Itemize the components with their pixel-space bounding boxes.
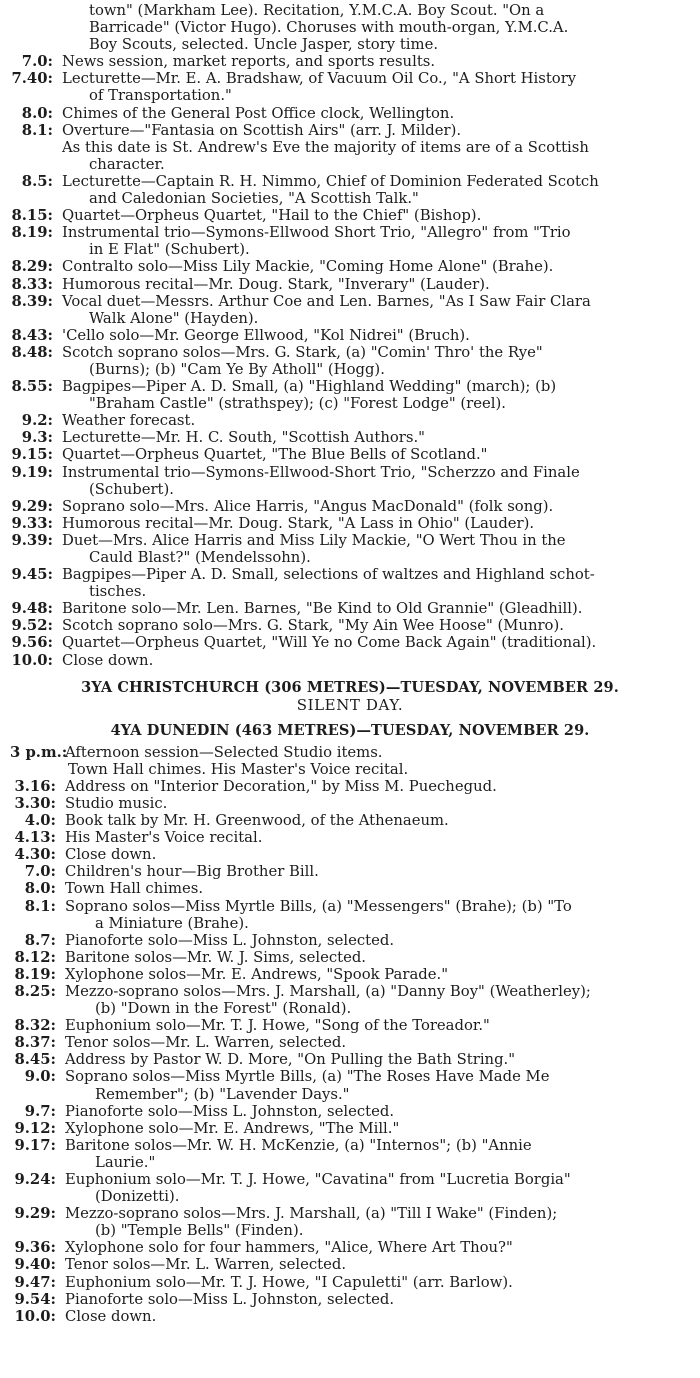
programme-line: Quartet—Orpheus Quartet, "Hail to the Chief" (Bishop).: [62, 207, 482, 225]
programme-item: [10, 1034, 690, 1051]
programme-line: News session, market reports, and sports results.: [62, 53, 436, 71]
programme-line: Afternoon session—Selected Studio items.: [65, 743, 383, 761]
programme-text: [62, 258, 690, 275]
programme-line: Bagpipes—Piper A. D. Small, (a) "Highland Wedding" (march); (b): [62, 378, 557, 396]
programme-line: Euphonium solo—Mr. T. J. Howe, "Cavatina" from "Lucretia Borgia": [65, 1171, 571, 1188]
programme-item: [10, 276, 690, 293]
programme-line: Euphonium solo—Mr. T. J. Howe, "Song of the Toreador.": [65, 1017, 490, 1035]
programme-item: [10, 846, 690, 863]
programme-time: 9.33:: [11, 514, 53, 532]
programme-time: 9.0:: [24, 1068, 56, 1086]
programme-text: [62, 515, 690, 532]
programme-line: Tenor solos—Mr. L. Warren, selected.: [65, 1256, 347, 1274]
programme-text: [65, 1120, 690, 1137]
programme-text: [65, 932, 690, 949]
programme-text: [65, 1291, 690, 1308]
programme-item: [10, 652, 690, 669]
programme-item: [10, 1274, 690, 1291]
programme-line: (Burns); (b) "Cam Ye By Atholl" (Hogg).: [89, 360, 385, 378]
programme-time: 8.0:: [24, 880, 56, 898]
programme-line: Cauld Blast?" (Mendelssohn).: [89, 549, 311, 566]
programme-item: [10, 1308, 690, 1325]
programme-time: 8.55:: [11, 378, 53, 396]
programme-text: [65, 880, 690, 897]
programme-item: [10, 327, 690, 344]
programme-line: Close down.: [65, 1307, 157, 1325]
programme-line: Boy Scouts, selected. Uncle Jasper, story time.: [89, 36, 439, 54]
programme-item: [10, 293, 690, 327]
programme-text: [65, 1239, 690, 1256]
programme-time: 4.13:: [14, 829, 56, 847]
programme-time: 4.0:: [24, 812, 56, 830]
wellington-programme: [10, 2, 690, 669]
programme-item: [10, 139, 690, 173]
programme-text: [62, 139, 690, 173]
programme-time: 7.0:: [21, 53, 53, 71]
programme-time: 9.54:: [14, 1290, 56, 1308]
programme-line: Vocal duet—Messrs. Arthur Coe and Len. Barnes, "As I Saw Fair Clara: [62, 292, 591, 310]
programme-line: Quartet—Orpheus Quartet, "Will Ye no Come Back Again" (traditional).: [62, 634, 597, 652]
programme-item: [10, 122, 690, 139]
programme-item: [10, 600, 690, 617]
programme-item: [10, 429, 690, 446]
programme-line: 'Cello solo—Mr. George Ellwood, "Kol Nidrei" (Bruch).: [62, 326, 470, 344]
programme-line: Humorous recital—Mr. Doug. Stark, "A Lass in Ohio" (Lauder).: [62, 514, 535, 532]
programme-item: [10, 898, 690, 932]
programme-line: Soprano solo—Mrs. Alice Harris, "Angus MacDonald" (folk song).: [62, 497, 554, 515]
programme-line: Scotch soprano solo—Mrs. G. Stark, "My Ain Wee Hoose" (Munro).: [62, 617, 564, 635]
programme-time: 9.15:: [11, 446, 53, 464]
programme-time: 9.56:: [11, 634, 53, 652]
programme-time: 10.0:: [14, 1307, 56, 1325]
programme-item: [10, 1291, 690, 1308]
programme-time: 3.30:: [14, 794, 56, 812]
programme-line: Address on "Interior Decoration," by Miss M. Puechegud.: [65, 777, 497, 795]
programme-text: [65, 983, 690, 1017]
programme-line: "Braham Castle" (strathspey); (c) "Forest Lodge" (reel).: [89, 395, 506, 413]
programme-time: 7.40:: [11, 70, 53, 88]
programme-text: [62, 378, 690, 412]
programme-item: [10, 778, 690, 795]
programme-text: [65, 1103, 690, 1120]
programme-text: [65, 812, 690, 829]
programme-item: [10, 173, 690, 207]
programme-line: Pianoforte solo—Miss L. Johnston, selected.: [65, 1102, 395, 1120]
programme-line: Children's hour—Big Brother Bill.: [65, 863, 319, 881]
programme-item: [10, 1171, 690, 1205]
programme-text: [65, 1068, 690, 1102]
programme-item: [10, 344, 690, 378]
programme-item: [10, 53, 690, 70]
programme-text: [62, 70, 690, 104]
programme-item: [10, 795, 690, 812]
programme-line: Weather forecast.: [62, 412, 196, 430]
programme-time: 10.0:: [11, 651, 53, 669]
programme-item: [10, 949, 690, 966]
programme-text: [62, 327, 690, 344]
programme-line: Book talk by Mr. H. Greenwood, of the Athenaeum.: [65, 812, 449, 830]
programme-time: 9.29:: [11, 497, 53, 515]
programme-text: [65, 1205, 690, 1239]
programme-text: [62, 344, 690, 378]
programme-line: Laurie.": [95, 1153, 156, 1171]
programme-text: [65, 1051, 690, 1068]
programme-time: 8.29:: [11, 258, 53, 276]
programme-line: Euphonium solo—Mr. T. J. Howe, "I Capuletti" (arr. Barlow).: [65, 1273, 513, 1291]
programme-text: [65, 949, 690, 966]
programme-time: 8.32:: [14, 1017, 56, 1035]
programme-text: [62, 566, 690, 600]
programme-item: [10, 464, 690, 498]
programme-line: (Schubert).: [89, 480, 174, 498]
programme-line: Pianoforte solo—Miss L. Johnston, selected.: [65, 1290, 395, 1308]
programme-time: 9.24:: [14, 1171, 56, 1188]
programme-time: 8.1:: [24, 897, 56, 915]
programme-line: (b) "Down in the Forest" (Ronald).: [95, 1000, 352, 1018]
programme-time: 9.2:: [21, 412, 53, 430]
programme-text: [62, 293, 690, 327]
programme-time: 9.7:: [24, 1102, 56, 1120]
programme-text: [62, 173, 690, 207]
programme-time: 8.39:: [11, 292, 53, 310]
programme-line: Baritone solos—Mr. W. H. McKenzie, (a) "Internos"; (b) "Annie: [65, 1136, 532, 1154]
programme-line: Quartet—Orpheus Quartet, "The Blue Bells of Scotland.": [62, 446, 488, 464]
programme-time: 9.48:: [11, 600, 53, 618]
programme-time: 8.7:: [24, 931, 56, 949]
programme-line: Xylophone solo for four hammers, "Alice, Where Art Thou?": [65, 1239, 513, 1257]
programme-text: [62, 122, 690, 139]
continued-text: [62, 2, 690, 53]
programme-item: [10, 378, 690, 412]
programme-item: [10, 966, 690, 983]
programme-line: Instrumental trio—Symons-Ellwood Short Trio, "Allegro" from "Trio: [62, 224, 571, 242]
programme-line: Soprano solos—Miss Myrtle Bills, (a) "Messengers" (Brahe); (b) "To: [65, 897, 572, 915]
programme-line: Pianoforte solo—Miss L. Johnston, selected.: [65, 931, 395, 949]
programme-line: Close down.: [65, 846, 157, 864]
programme-line: Contralto solo—Miss Lily Mackie, "Coming Home Alone" (Brahe).: [62, 258, 554, 276]
programme-item: [10, 1017, 690, 1034]
programme-item: [10, 1137, 690, 1171]
programme-item: [10, 224, 690, 258]
programme-item: [10, 207, 690, 224]
programme-item: [10, 412, 690, 429]
programme-line: Chimes of the General Post Office clock, Wellington.: [62, 104, 455, 122]
programme-line: and Caledonian Societies, "A Scottish Talk.": [89, 190, 419, 208]
programme-item: [10, 1120, 690, 1137]
programme-item: [10, 617, 690, 634]
programme-line: Lecturette—Captain R. H. Nimmo, Chief of Dominion Federated Scotch: [62, 172, 599, 190]
programme-line: Overture—"Fantasia on Scottish Airs" (arr. J. Milder).: [62, 121, 462, 139]
dunedin-heading: 4YA DUNEDIN (463 METRES)—TUESDAY, NOVEMBER 29.: [110, 721, 590, 739]
programme-line: Studio music.: [65, 794, 168, 812]
programme-text: [62, 105, 690, 122]
programme-text: [62, 446, 690, 463]
programme-text: [65, 1308, 690, 1325]
programme-text: [65, 966, 690, 983]
programme-text: [62, 498, 690, 515]
programme-item: [10, 1068, 690, 1102]
programme-line: in E Flat" (Schubert).: [89, 241, 250, 259]
programme-text: [65, 1137, 690, 1171]
programme-item: [10, 105, 690, 122]
programme-line: Town Hall chimes.: [65, 880, 204, 898]
programme-time: 8.19:: [14, 965, 56, 983]
programme-text: [62, 652, 690, 669]
programme-line: Mezzo-soprano solos—Mrs. J. Marshall, (a) "Till I Wake" (Finden);: [65, 1205, 558, 1223]
programme-line: a Miniature (Brahe).: [95, 914, 249, 932]
programme-item: [10, 744, 690, 761]
programme-time: 9.40:: [14, 1256, 56, 1274]
programme-time: 9.19:: [11, 463, 53, 481]
programme-time: 8.43:: [11, 326, 53, 344]
programme-time: 9.3:: [21, 429, 53, 447]
continued-item: [10, 2, 690, 53]
programme-line: of Transportation.": [89, 87, 232, 105]
programme-line: (Donizetti).: [95, 1188, 180, 1206]
programme-time: 9.36:: [14, 1239, 56, 1257]
programme-text: [62, 634, 690, 651]
christchurch-heading: 3YA CHRISTCHURCH (306 METRES)—TUESDAY, NOVEMBER 29.: [81, 678, 619, 696]
programme-line: Lecturette—Mr. E. A. Bradshaw, of Vacuum Oil Co., "A Short History: [62, 70, 577, 88]
programme-item: [10, 932, 690, 949]
programme-time: 9.12:: [14, 1119, 56, 1137]
programme-time: 9.47:: [14, 1273, 56, 1291]
programme-text: [65, 778, 690, 795]
programme-text: [62, 429, 690, 446]
programme-time: 4.30:: [14, 846, 56, 864]
programme-time: 8.48:: [11, 343, 53, 361]
programme-line: Bagpipes—Piper A. D. Small, selections of waltzes and Highland schot-: [62, 566, 595, 584]
programme-text: [65, 829, 690, 846]
programme-item: [10, 532, 690, 566]
programme-line: Soprano solos—Miss Myrtle Bills, (a) "The Roses Have Made Me: [65, 1068, 550, 1086]
programme-time: 8.1:: [21, 121, 53, 139]
programme-item: [10, 1239, 690, 1256]
programme-note: Town Hall chimes. His Master's Voice recital.: [68, 760, 409, 778]
programme-item: [10, 515, 690, 532]
programme-text: [65, 795, 690, 812]
dunedin-heading-wrap: [10, 722, 690, 740]
programme-line: Baritone solo—Mr. Len. Barnes, "Be Kind to Old Grannie" (Gleadhill).: [62, 600, 583, 618]
programme-text: [62, 412, 690, 429]
programme-item: [10, 1256, 690, 1273]
programme-line: Humorous recital—Mr. Doug. Stark, "Inverary" (Lauder).: [62, 275, 490, 293]
programme-item: [10, 863, 690, 880]
silent-day-note: SILENT DAY.: [296, 695, 404, 714]
programme-line: Baritone solos—Mr. W. J. Sims, selected.: [65, 948, 367, 966]
programme-time: 8.45:: [14, 1051, 56, 1069]
programme-line: tisches.: [89, 583, 147, 601]
programme-time: 8.19:: [11, 224, 53, 242]
programme-time: 9.39:: [11, 531, 53, 549]
programme-time: 9.45:: [11, 566, 53, 584]
christchurch-section: [10, 679, 690, 714]
programme-text: [65, 1034, 690, 1051]
programme-time: 9.17:: [14, 1136, 56, 1154]
programme-line: Tenor solos—Mr. L. Warren, selected.: [65, 1034, 347, 1052]
programme-text: [62, 207, 690, 224]
programme-item: [10, 880, 690, 897]
programme-line: town" (Markham Lee). Recitation, Y.M.C.A. Boy Scout. "On a: [89, 2, 545, 19]
programme-item: [10, 498, 690, 515]
programme-time: 7.0:: [24, 863, 56, 881]
programme-item: [10, 258, 690, 275]
programme-text: [62, 617, 690, 634]
programme-line: Xylophone solo—Mr. E. Andrews, "The Mill.": [65, 1119, 400, 1137]
programme-item: [10, 634, 690, 651]
programme-text: [62, 276, 690, 293]
programme-time: 8.15:: [11, 207, 53, 225]
programme-time: 8.0:: [21, 104, 53, 122]
programme-time: 8.37:: [14, 1034, 56, 1052]
programme-line: Scotch soprano solos—Mrs. G. Stark, (a) "Comin' Thro' the Rye": [62, 343, 543, 361]
programme-text: [65, 744, 690, 761]
programme-line: Mezzo-soprano solos—Mrs. J. Marshall, (a) "Danny Boy" (Weatherley);: [65, 982, 591, 1000]
programme-item: [10, 1205, 690, 1239]
programme-line: Close down.: [62, 651, 154, 669]
programme-item: [10, 70, 690, 104]
programme-line: Lecturette—Mr. H. C. South, "Scottish Authors.": [62, 429, 425, 447]
programme-item: [10, 983, 690, 1017]
programme-line: His Master's Voice recital.: [65, 829, 263, 847]
programme-time: 8.33:: [11, 275, 53, 293]
programme-item: [10, 812, 690, 829]
programme-text: [65, 1256, 690, 1273]
programme-item: [10, 566, 690, 600]
programme-text: [65, 898, 690, 932]
programme-line: Remember"; (b) "Lavender Days.": [95, 1085, 350, 1103]
programme-time: 3 p.m.:: [10, 743, 68, 761]
programme-text: [65, 1274, 690, 1291]
programme-line: Walk Alone" (Hayden).: [89, 309, 259, 327]
programme-time: 3.16:: [14, 777, 56, 795]
programme-line: Instrumental trio—Symons-Ellwood-Short Trio, "Scherzzo and Finale: [62, 463, 580, 481]
programme-text: [62, 600, 690, 617]
programme-text: [65, 1171, 690, 1205]
programme-line: Duet—Mrs. Alice Harris and Miss Lily Mackie, "O Wert Thou in the: [62, 531, 566, 549]
programme-line: Xylophone solos—Mr. E. Andrews, "Spook Parade.": [65, 965, 449, 983]
dunedin-programme: [10, 744, 690, 1325]
programme-text: [62, 224, 690, 258]
programme-time: 9.52:: [11, 617, 53, 635]
programme-item: [10, 1103, 690, 1120]
programme-item: [10, 446, 690, 463]
programme-line: As this date is St. Andrew's Eve the majority of items are of a Scottish: [62, 138, 589, 156]
programme-time: 8.5:: [21, 172, 53, 190]
programme-text: [65, 846, 690, 863]
programme-text: [62, 464, 690, 498]
programme-item: [10, 1051, 690, 1068]
programme-line: character.: [89, 155, 165, 173]
programme-line: Address by Pastor W. D. More, "On Pulling the Bath String.": [65, 1051, 516, 1069]
programme-line: (b) "Temple Bells" (Finden).: [95, 1222, 304, 1240]
programme-line: Barricade" (Victor Hugo). Choruses with mouth-organ, Y.M.C.A.: [89, 19, 569, 37]
programme-text: [65, 1017, 690, 1034]
programme-text: [62, 53, 690, 70]
programme-time: 8.25:: [14, 982, 56, 1000]
programme-text: [62, 532, 690, 566]
programme-text: [65, 863, 690, 880]
programme-time: 8.12:: [14, 948, 56, 966]
programme-time: 9.29:: [14, 1205, 56, 1223]
programme-item: [10, 829, 690, 846]
